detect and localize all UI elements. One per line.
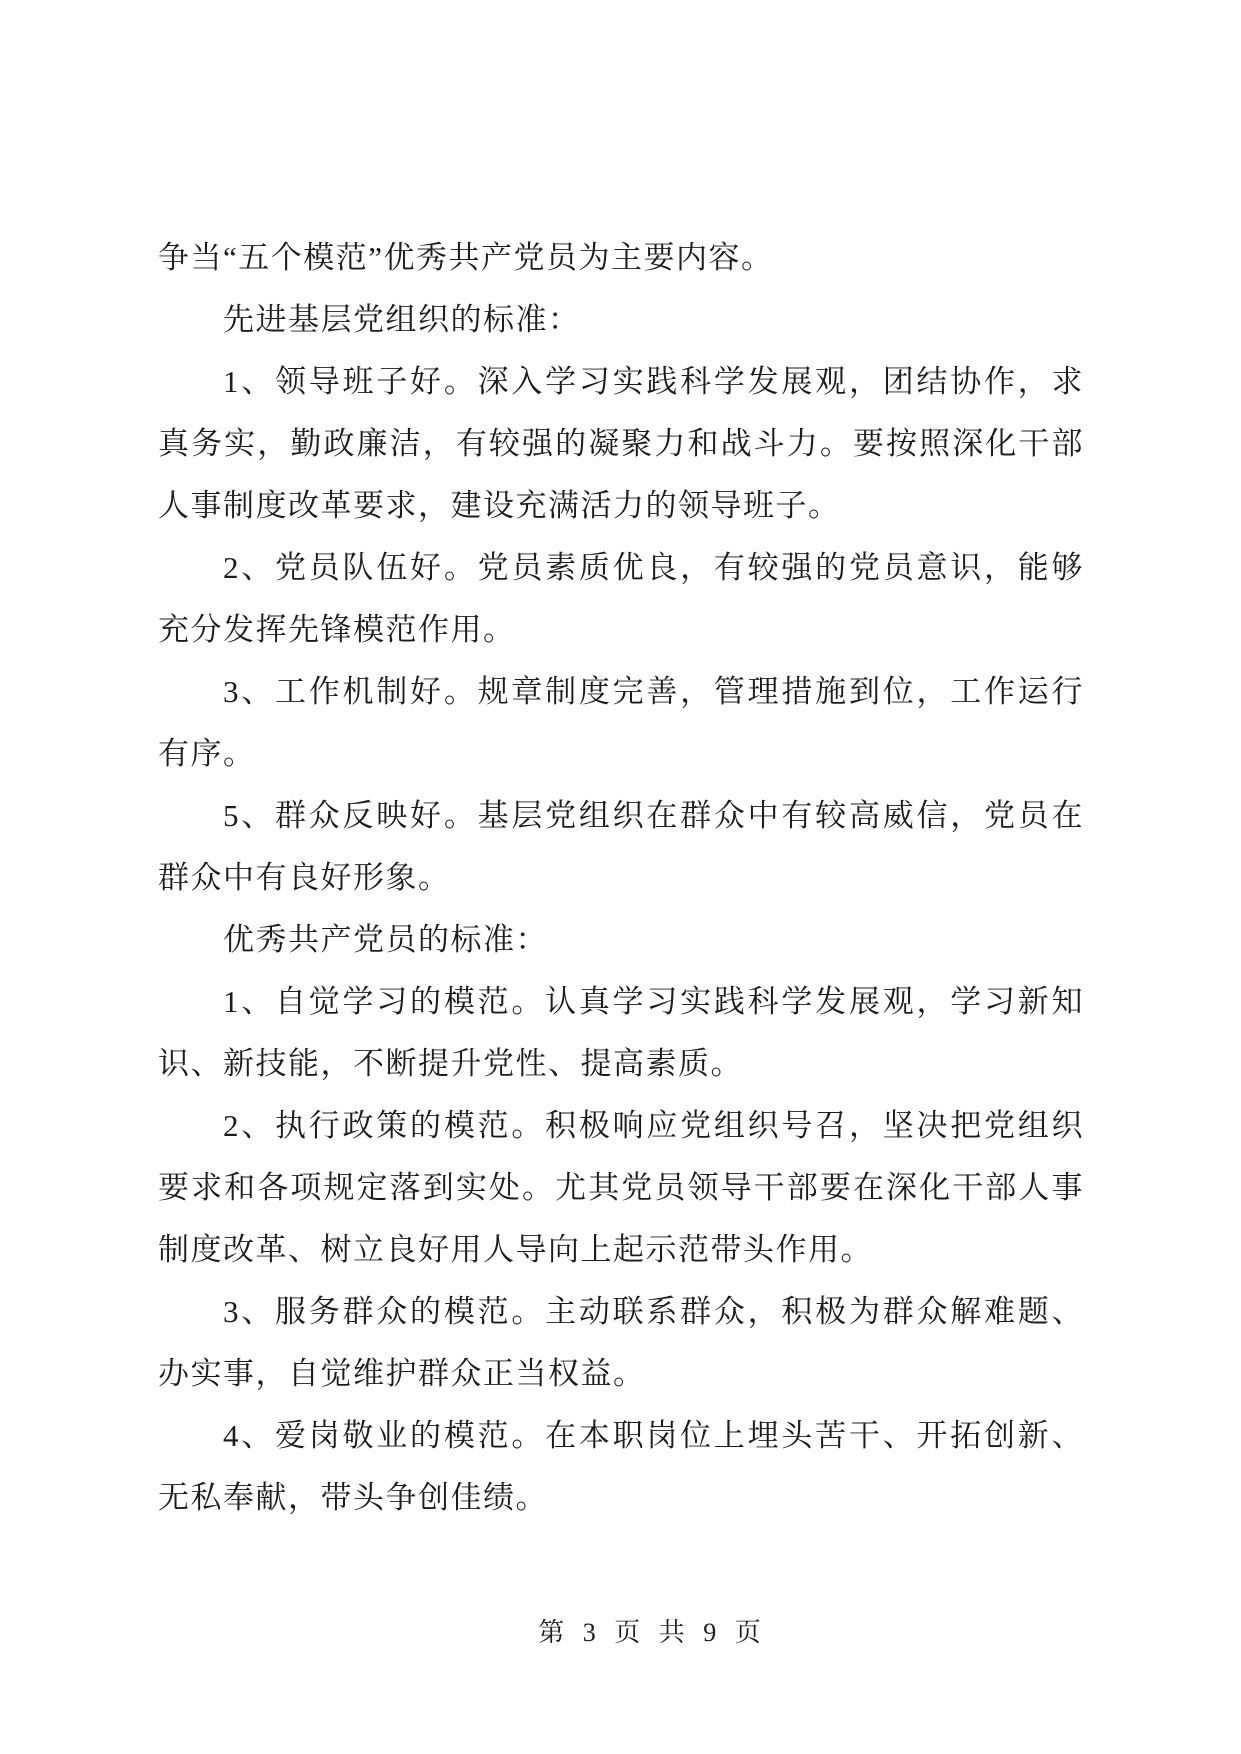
document-body <box>158 227 1084 1529</box>
text-line: 真务实，勤政廉洁，有较强的凝聚力和战斗力。要按照深化干部 <box>158 426 1084 461</box>
text-line: 充分发挥先锋模范作用。 <box>158 612 516 647</box>
text-line: 制度改革、树立良好用人导向上起示范带头作用。 <box>158 1232 873 1267</box>
text-line: 要求和各项规定落到实处。尤其党员领导干部要在深化干部人事 <box>158 1170 1084 1205</box>
text-line: 2、执行政策的模范。积极响应党组织号召，坚决把党组织 <box>223 1108 1084 1143</box>
text-line: 人事制度改革要求，建设充满活力的领导班子。 <box>158 488 841 523</box>
page-number-label: 第 3 页 共 9 页 <box>538 1618 763 1647</box>
text-line: 1、领导班子好。深入学习实践科学发展观，团结协作，求 <box>223 364 1084 399</box>
text-line: 3、工作机制好。规章制度完善，管理措施到位，工作运行 <box>223 674 1084 709</box>
text-line: 群众中有良好形象。 <box>158 860 451 895</box>
text-line: 先进基层党组织的标准： <box>223 302 581 337</box>
text-line: 4、爱岗敬业的模范。在本职岗位上埋头苦干、开拓创新、 <box>223 1418 1084 1453</box>
text-line: 无私奉献，带头争创佳绩。 <box>158 1480 548 1515</box>
text-line: 5、群众反映好。基层党组织在群众中有较高威信，党员在 <box>223 798 1084 833</box>
text-line: 识、新技能，不断提升党性、提高素质。 <box>158 1046 743 1081</box>
text-line: 优秀共产党员的标准： <box>223 922 548 957</box>
text-line: 有序。 <box>158 736 256 771</box>
text-line: 争当“五个模范”优秀共产党员为主要内容。 <box>158 240 774 275</box>
page-footer <box>60 1616 1241 1650</box>
text-line: 3、服务群众的模范。主动联系群众，积极为群众解难题、 <box>223 1294 1084 1329</box>
text-line: 1、自觉学习的模范。认真学习实践科学发展观，学习新知 <box>223 984 1084 1019</box>
text-line: 办实事，自觉维护群众正当权益。 <box>158 1356 646 1391</box>
text-line: 2、党员队伍好。党员素质优良，有较强的党员意识，能够 <box>223 550 1084 585</box>
